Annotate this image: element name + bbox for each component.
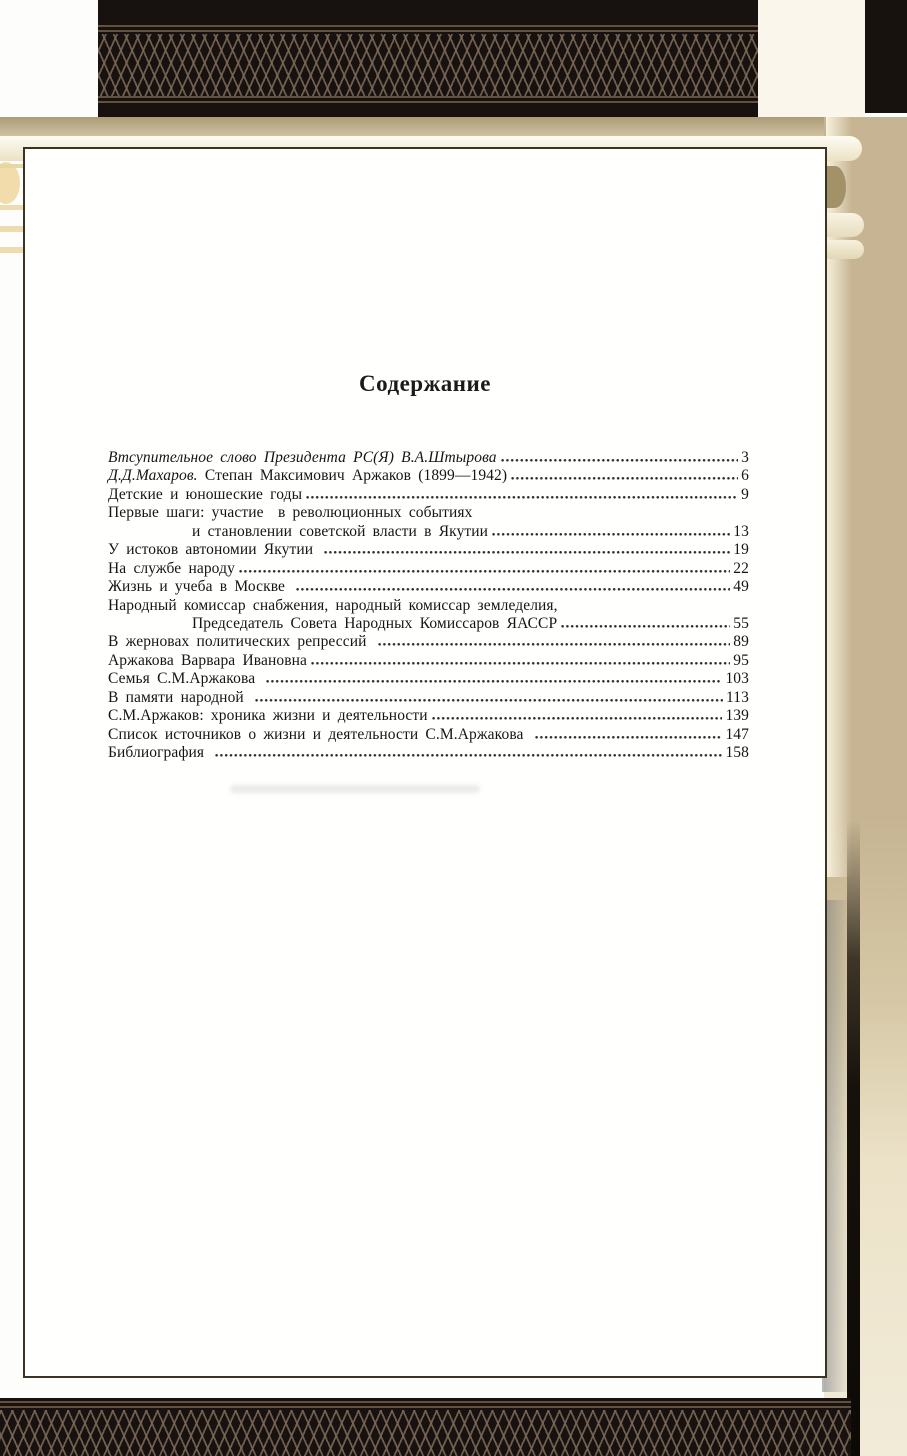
toc-page-number: 3 (741, 449, 749, 466)
toc-entry-label: Втсупительное слово Президента РС(Я) В.А.Штырова (108, 449, 497, 466)
toc-row (108, 486, 749, 504)
toc-page-number: 13 (733, 522, 749, 540)
scan-artifact-smudge (230, 785, 480, 793)
cover-halfdisc-ornament (824, 166, 846, 208)
band-rule (0, 1401, 851, 1403)
cover-lattice-band-top (98, 0, 758, 117)
cover-dark-strip-right (847, 820, 860, 1456)
toc-page-number: 113 (726, 688, 749, 706)
toc-row (108, 707, 749, 725)
dot-leader (535, 726, 723, 739)
toc-row (108, 541, 749, 559)
dot-leader (432, 707, 723, 720)
cover-pill-ornament (824, 213, 864, 237)
toc-page-number: 103 (725, 670, 749, 688)
dot-leader (492, 523, 730, 536)
toc-page-number: 9 (741, 485, 749, 503)
toc-entry-label: У истоков автономии Якутии (108, 541, 321, 559)
cover-black-strip-top-right (865, 0, 907, 113)
cover-tan-band (0, 117, 907, 136)
dot-leader (239, 560, 730, 573)
toc-row (108, 560, 749, 578)
scanned-page (23, 147, 827, 1378)
cover-line-ornament-left (0, 247, 24, 253)
band-rule (0, 1406, 851, 1408)
toc-entry-label: Степан Максимович Аржаков (1899—1942) (197, 467, 508, 485)
dot-leader (255, 689, 723, 702)
toc-page-number: 95 (733, 651, 749, 669)
dot-leader (306, 486, 738, 499)
toc-entry-label: С.М.Аржаков: хроника жизни и деятельности (108, 707, 428, 725)
toc-row (108, 615, 749, 633)
dot-leader (324, 541, 730, 554)
cover-line-ornament-left (0, 226, 24, 232)
toc-row (108, 744, 749, 762)
cover-circle-ornament-left (0, 162, 20, 204)
toc-entry-label: и становлении советской власти в Якутии (192, 522, 489, 540)
band-rule (98, 101, 758, 103)
toc-row (108, 633, 749, 651)
toc-row (108, 652, 749, 670)
toc-row (108, 670, 749, 688)
toc-entry-label: Народный комиссар снабжения, народный комиссар земледелия, (108, 596, 558, 614)
toc-row (108, 578, 749, 596)
toc-row (108, 523, 749, 541)
toc-row (108, 689, 749, 707)
toc-entry-label: В жерновах политических репрессий (108, 633, 374, 651)
toc-row (108, 504, 749, 522)
toc-row (108, 726, 749, 744)
toc-page-number: 139 (725, 707, 749, 725)
cover-cream-area-top-right (757, 0, 865, 118)
toc-page-number: 49 (733, 578, 749, 596)
cover-lattice-band-bottom (0, 1398, 851, 1456)
toc-entry-author: Д.Д.Махаров. (108, 467, 198, 485)
toc-page-number: 89 (733, 633, 749, 651)
toc-entry-label: На службе народу (108, 559, 235, 577)
toc-page-number: 158 (725, 744, 749, 761)
toc-page-number: 6 (741, 467, 749, 485)
toc-row (108, 449, 749, 467)
dot-leader (561, 615, 730, 628)
dot-leader (215, 744, 722, 757)
toc-entry-label: Детские и юношеские годы (108, 485, 303, 503)
toc-entry-label: Председатель Совета Народных Комиссаров ЯАССР (192, 614, 558, 632)
dot-leader (511, 467, 738, 480)
toc-row (108, 467, 749, 485)
dot-leader (501, 449, 738, 462)
toc-entry-label: Библиография (108, 744, 212, 761)
table-of-contents (108, 449, 749, 762)
toc-page-number: 22 (733, 559, 749, 577)
toc-row (108, 597, 749, 615)
diamond-lattice-pattern (98, 34, 758, 97)
toc-page-number: 147 (725, 725, 749, 743)
cover-line-ornament-left (0, 164, 24, 168)
toc-entry-label: Список источников о жизни и деятельности С.М.Аржакова (108, 725, 531, 743)
dot-leader (378, 633, 731, 646)
toc-entry-label: Первые шаги: участие в революционных событиях (108, 504, 473, 522)
diamond-lattice-pattern (0, 1410, 851, 1456)
page-title: Содержание (359, 371, 491, 396)
cover-line-ornament-left (0, 205, 24, 210)
toc-page-number: 19 (733, 541, 749, 559)
dot-leader (266, 670, 722, 683)
band-rule (98, 96, 758, 98)
toc-entry-label: Семья С.М.Аржакова (108, 670, 263, 688)
toc-entry-label: Жизнь и учеба в Москве (108, 578, 293, 596)
toc-page-number: 55 (733, 614, 749, 632)
toc-entry-label: В памяти народной (108, 688, 251, 706)
cover-pill-ornament (824, 240, 864, 259)
band-rule (98, 30, 758, 32)
toc-entry-label: Аржакова Варвара Ивановна (108, 651, 307, 669)
dot-leader (296, 578, 730, 591)
band-rule (98, 25, 758, 27)
dot-leader (311, 652, 730, 665)
